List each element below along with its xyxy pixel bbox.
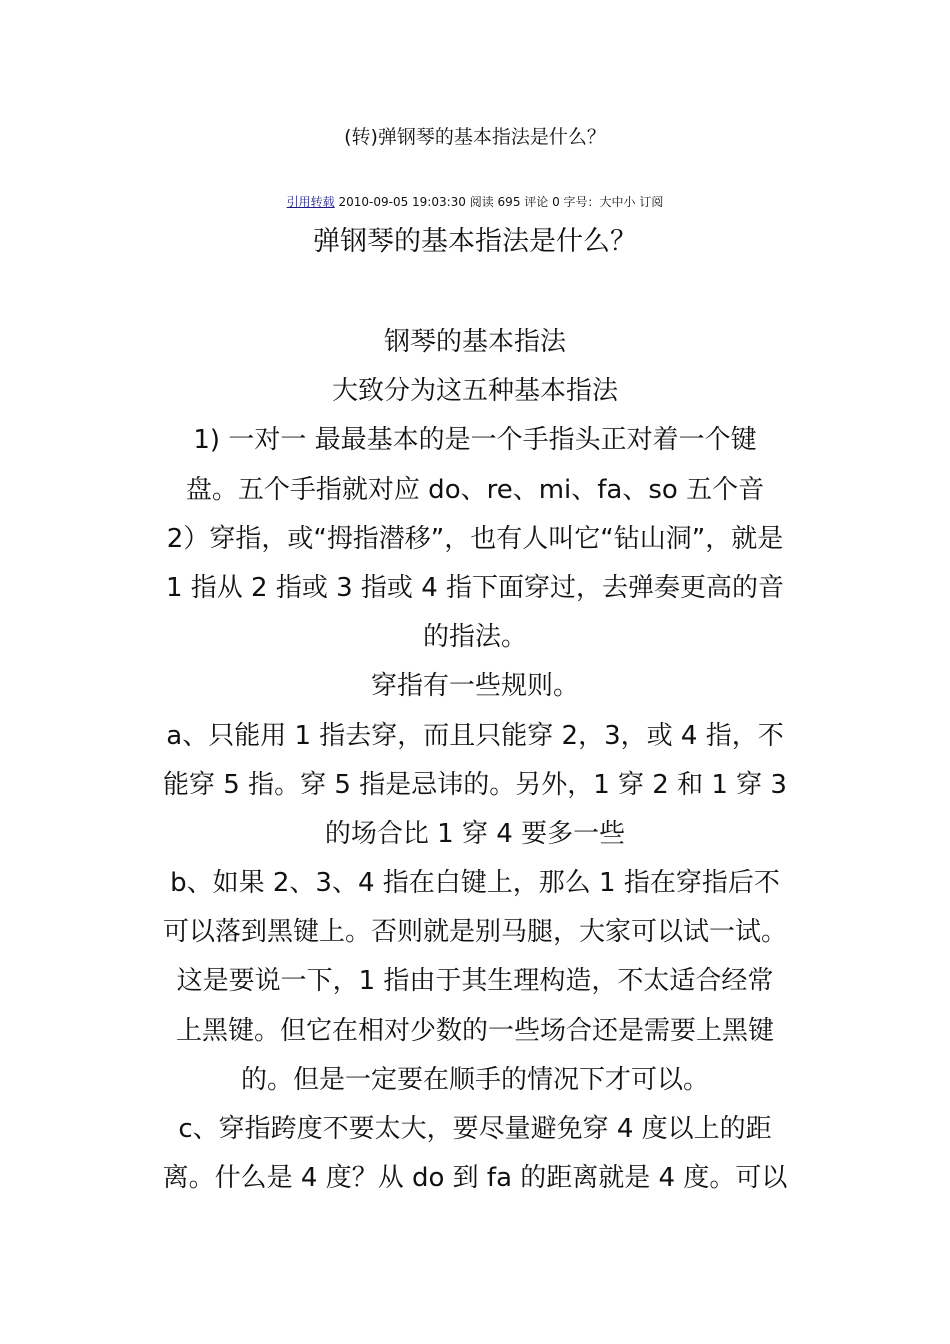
body-line: 的指法。 xyxy=(422,622,527,653)
post-meta xyxy=(0,194,950,210)
page-title: (转)弹钢琴的基本指法是什么？ xyxy=(344,126,606,148)
post-meta-info: 2010-09-05 19:03:30 阅读 695 评论 0 字号：大中小 订阅 xyxy=(334,195,664,209)
body-line: 离。什么是 4 度？从 do 到 fa 的距离就是 4 度。可以 xyxy=(162,1163,788,1194)
body-line: 的。但是一定要在顺手的情况下才可以。 xyxy=(240,1064,709,1095)
body-line: 2）穿指，或“拇指潜移”，也有人叫它“钻山洞”，就是 xyxy=(166,523,784,554)
body-line: b、如果 2、3、4 指在白键上，那么 1 指在穿指后不 xyxy=(170,868,780,899)
repost-link[interactable]: 引用转载 xyxy=(286,195,335,209)
body-line: 上黑键。但它在相对少数的一些场合还是需要上黑键 xyxy=(175,1015,774,1046)
body-line: 能穿 5 指。穿 5 指是忌讳的。另外，1 穿 2 和 1 穿 3 xyxy=(163,769,787,800)
body-line: 的场合比 1 穿 4 要多一些 xyxy=(324,818,626,849)
article-heading: 弹钢琴的基本指法是什么？ xyxy=(313,226,637,257)
body-line: 1 指从 2 指或 3 指或 4 指下面穿过，去弹奏更高的音 xyxy=(165,572,785,603)
body-line: 1) 一对一 最最基本的是一个手指头正对着一个键 xyxy=(193,425,757,456)
body-line: 可以落到黑键上。否则就是别马腿，大家可以试一试。 xyxy=(162,917,787,948)
body-line: 大致分为这五种基本指法 xyxy=(331,376,618,407)
body-line: c、穿指跨度不要太大，要尽量避免穿 4 度以上的距 xyxy=(178,1114,772,1144)
body-line: 盘。五个手指就对应 do、re、mi、fa、so 五个音 xyxy=(185,474,765,505)
body-line: a、只能用 1 指去穿，而且只能穿 2，3，或 4 指，不 xyxy=(166,720,784,751)
body-line: 穿指有一些规则。 xyxy=(370,671,579,702)
article-body xyxy=(130,318,820,1203)
body-line: 钢琴的基本指法 xyxy=(383,327,566,357)
body-line: 这是要说一下，1 指由于其生理构造，不太适合经常 xyxy=(176,966,774,997)
